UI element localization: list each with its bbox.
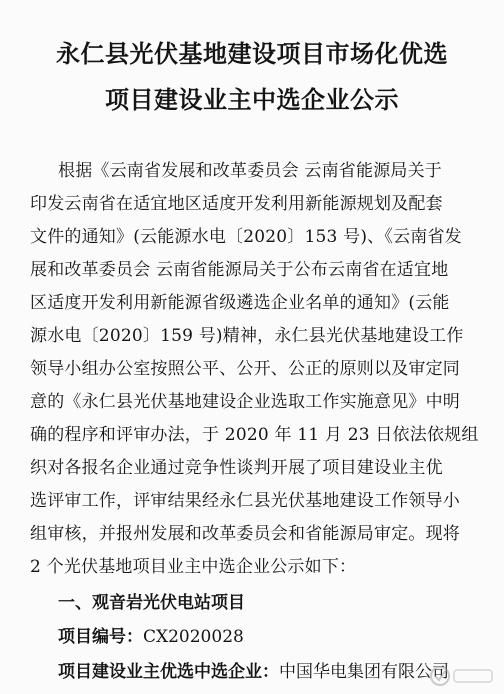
- body-line: 确的程序和评审办法，于 2020 年 11 月 23 日依法依规组: [30, 425, 479, 445]
- watermark-logo-icon: [428, 662, 498, 690]
- document-title-line-2: 项目建设业主中选企业公示: [105, 86, 399, 114]
- body-line: 展和改革委员会 云南省能源局关于公布云南省在适宜地: [30, 260, 449, 280]
- body-line: 组审核，并报州发展和改革委员会和省能源局审定。现将: [30, 524, 460, 544]
- body-line: 织对各报名企业通过竞争性谈判开展了项目建设业主优: [30, 458, 443, 478]
- body-line: 印发云南省在适宜地区适度开发利用新能源规划及配套: [30, 194, 443, 214]
- body-line: 文件的通知》(云能源水电〔2020〕153 号)、《云南省发: [30, 227, 462, 247]
- section-heading: 一、观音岩光伏电站项目: [58, 593, 245, 613]
- body-line: 选评审工作，评审结果经永仁县光伏基地建设工作领导小: [30, 491, 460, 511]
- owner-label: 项目建设业主优选中选企业：: [58, 662, 279, 682]
- owner-value: 中国华电集团有限公司: [279, 662, 449, 682]
- body-line: 区适度开发利用新能源省级遴选企业名单的通知》(云能: [30, 293, 450, 313]
- project-number-field: [58, 626, 244, 648]
- project-number-label: 项目编号：: [58, 627, 143, 647]
- document-title-line-1: 永仁县光伏基地建设项目市场化优选: [56, 40, 448, 68]
- owner-field: [58, 661, 449, 683]
- project-number-value: CX2020028: [143, 627, 244, 647]
- body-line: 领导小组办公室按照公平、公开、公正的原则以及审定同: [30, 359, 460, 379]
- body-line: 源水电〔2020〕159 号)精神，永仁县光伏基地建设工作: [30, 326, 464, 346]
- body-line: 2 个光伏基地项目业主中选企业公示如下：: [30, 557, 357, 577]
- body-line: 意的《永仁县光伏基地建设企业选取工作实施意见》中明: [30, 392, 460, 412]
- body-line: 根据《云南省发展和改革委员会 云南省能源局关于: [58, 161, 443, 181]
